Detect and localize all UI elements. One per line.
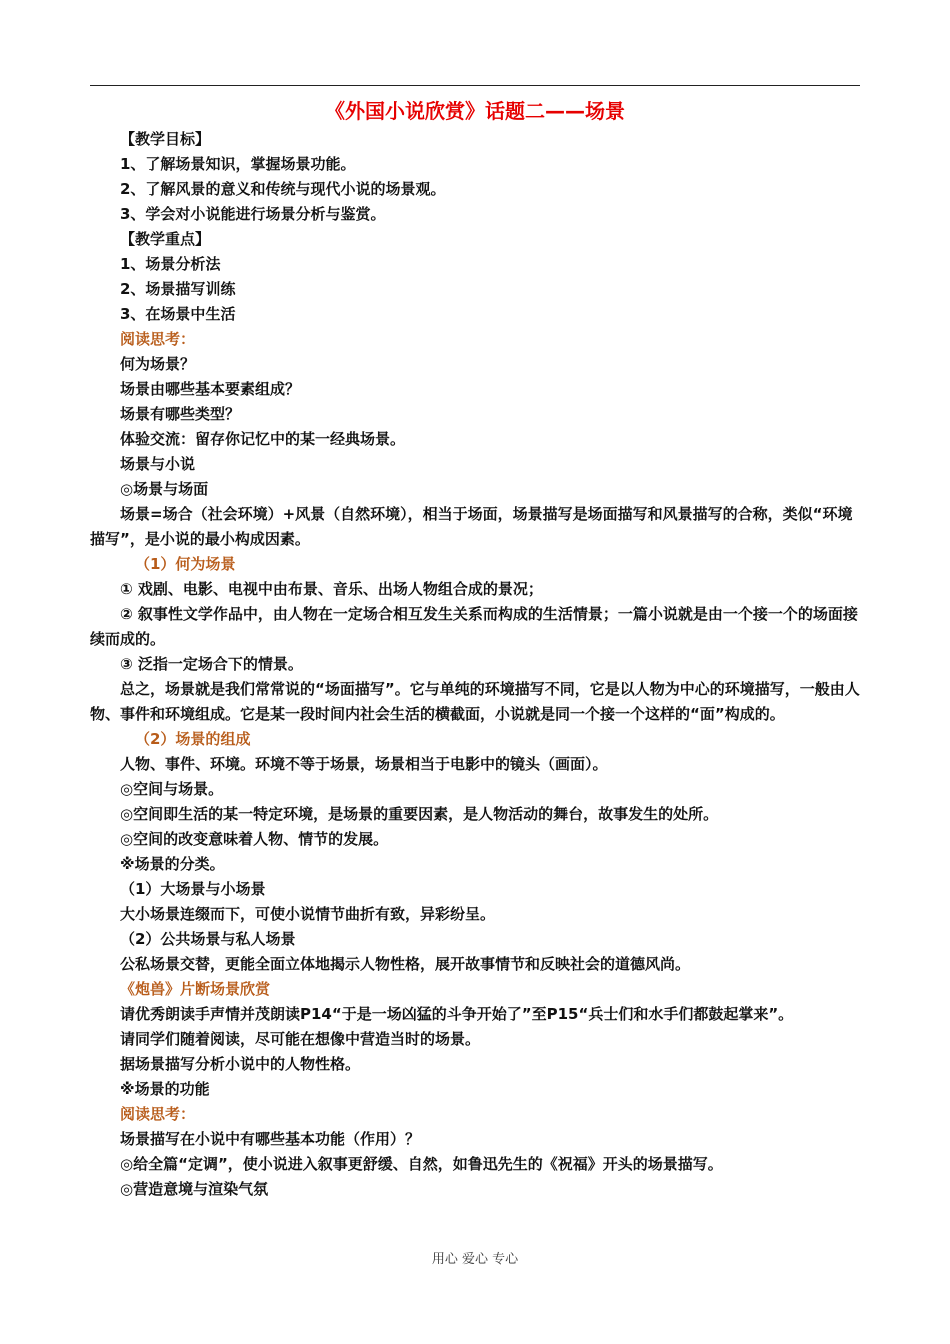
page-title: 《外国小说欣赏》话题二——场景 — [325, 99, 625, 123]
text-line: 总之，场景就是我们常常说的“场面描写”。它与单纯的环境描写不同，它是以人物为中心的环境描写，一般由人物、事件和环境组成。它是某一段时间内社会生活的横截面，小说就是同一个接一个这样的“面”构成的。 — [90, 680, 860, 723]
text-line: 【教学重点】 — [120, 230, 211, 248]
text-line: ◎空间与场景。 — [120, 780, 224, 798]
text-line: 阅读思考： — [120, 330, 196, 348]
text-line: 据场景描写分析小说中的人物性格。 — [120, 1055, 361, 1073]
text-line: 场景描写在小说中有哪些基本功能（作用）？ — [120, 1130, 421, 1148]
text-line: 1、场景分析法 — [120, 255, 221, 273]
text-line: 1、了解场景知识，掌握场景功能。 — [120, 155, 356, 173]
text-line: ◎场景与场面 — [120, 480, 209, 498]
text-line: （1）大场景与小场景 — [120, 880, 266, 898]
text-line: 场景由哪些基本要素组成？ — [120, 380, 301, 398]
text-line: 请优秀朗读手声情并茂朗读P14“于是一场凶猛的斗争开始了”至P15“兵士们和水手们都鼓起掌来”。 — [120, 1005, 794, 1023]
text-line: ① 戏剧、电影、电视中由布景、音乐、出场人物组合成的景况； — [120, 580, 543, 598]
text-line: 人物、事件、环境。环境不等于场景，场景相当于电影中的镜头（画面）。 — [120, 755, 608, 773]
text-line: ◎空间即生活的某一特定环境，是场景的重要因素，是人物活动的舞台，故事发生的处所。 — [120, 805, 719, 823]
text-line: 场景=场合（社会环境）+风景（自然环境），相当于场面，场景描写是场面描写和风景描写的合称，类似“环境描写”，是小说的最小构成因素。 — [90, 505, 853, 548]
text-line: 3、在场景中生活 — [120, 305, 236, 323]
text-line: ③ 泛指一定场合下的情景。 — [120, 655, 303, 673]
text-line: 何为场景？ — [120, 355, 196, 373]
text-line: ◎空间的改变意味着人物、情节的发展。 — [120, 830, 389, 848]
text-line: ② 叙事性文学作品中，由人物在一定场合相互发生关系而构成的生活情景；一篇小说就是由一个接一个的场面接续而成的。 — [90, 605, 858, 648]
text-line: （1）何为场景 — [135, 555, 236, 573]
document-body — [90, 95, 860, 1202]
text-line: 场景有哪些类型？ — [120, 405, 241, 423]
text-line: 《炮兽》片断场景欣赏 — [120, 980, 271, 998]
text-line: 2、场景描写训练 — [120, 280, 236, 298]
text-line: 公私场景交替，更能全面立体地揭示人物性格，展开故事情节和反映社会的道德风尚。 — [120, 955, 691, 973]
text-line: 阅读思考： — [120, 1105, 196, 1123]
text-line: 体验交流：留存你记忆中的某一经典场景。 — [120, 430, 406, 448]
header-rule — [90, 85, 860, 86]
text-line: ◎营造意境与渲染气氛 — [120, 1180, 269, 1198]
page-footer: 用心 爱心 专心 — [431, 1252, 519, 1267]
text-line: 2、了解风景的意义和传统与现代小说的场景观。 — [120, 180, 446, 198]
document-lines — [90, 127, 860, 1202]
text-line: （2）场景的组成 — [135, 730, 251, 748]
text-line: 【教学目标】 — [120, 130, 211, 148]
text-line: ◎给全篇“定调”，使小说进入叙事更舒缓、自然，如鲁迅先生的《祝福》开头的场景描写。 — [120, 1155, 723, 1173]
text-line: ※场景的分类。 — [120, 855, 225, 873]
text-line: 请同学们随着阅读，尽可能在想像中营造当时的场景。 — [120, 1030, 481, 1048]
text-line: 大小场景连缀而下，可使小说情节曲折有致，异彩纷呈。 — [120, 905, 496, 923]
text-line: 场景与小说 — [120, 455, 196, 473]
text-line: （2）公共场景与私人场景 — [120, 930, 296, 948]
text-line: ※场景的功能 — [120, 1080, 210, 1098]
text-line: 3、学会对小说能进行场景分析与鉴赏。 — [120, 205, 386, 223]
